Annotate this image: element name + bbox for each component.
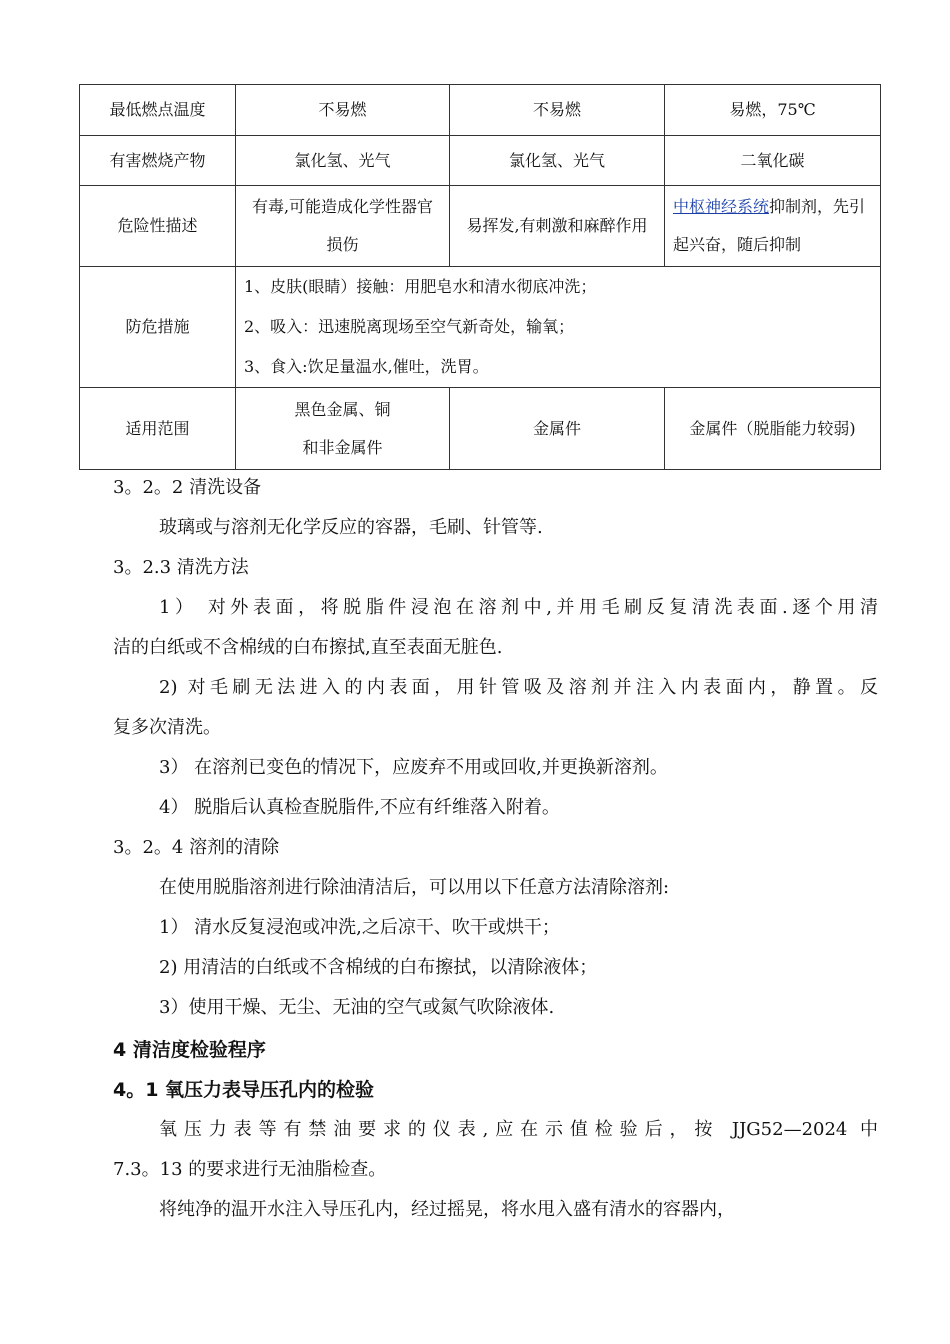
paragraph: 2) 对毛刷无法进入的内表面，用针管吸及溶剂并注入内表面内，静置。反 (159, 677, 878, 698)
table-row (80, 85, 881, 136)
table-row (80, 267, 881, 388)
list-item: 1） 清水反复浸泡或冲洗,之后凉干、吹干或烘干； (159, 917, 560, 938)
section-title: 3。2。2 清洗设备 (113, 477, 262, 498)
section-title: 3。2。4 溶剂的清除 (113, 837, 280, 858)
row-label-ignition: 最低燃点温度 (80, 85, 236, 136)
paragraph: 氧压力表等有禁油要求的仪表,应在示值检验后，按 JJG52—2024 中 (159, 1119, 878, 1140)
table-cell (236, 388, 450, 470)
list-item: 2) 用清洁的白纸或不含棉绒的白布擦拭，以清除液体； (159, 957, 598, 978)
table-cell: 氯化氢、光气 (236, 136, 450, 186)
row-label-scope: 适用范围 (80, 388, 236, 470)
precaution-line: 2、吸入：迅速脱离现场至空气新奇处，输氧； (244, 317, 575, 336)
properties-table (79, 84, 881, 470)
cns-link[interactable]: 中枢神经系统 (673, 197, 770, 216)
paragraph: 3） 在溶剂已变色的情况下，应废弃不用或回收,并更换新溶剂。 (159, 757, 668, 778)
paragraph: 将纯净的温开水注入导压孔内，经过摇晃，将水甩入盛有清水的容器内， (159, 1199, 735, 1220)
table-cell: 不易燃 (450, 85, 665, 136)
table-cell: 有毒,可能造成化学性器官损伤 (236, 186, 450, 267)
list-item: 3）使用干燥、无尘、无油的空气或氮气吹除液体. (159, 997, 555, 1018)
table-cell: 易挥发,有刺激和麻醉作用 (450, 186, 665, 267)
table-cell: 金属件（脱脂能力较弱) (665, 388, 881, 470)
table-cell: 易燃，75℃ (665, 85, 881, 136)
table-row (80, 388, 881, 470)
precaution-line: 1、皮肤(眼睛）接触：用肥皂水和清水彻底冲洗； (244, 277, 597, 296)
paragraph: 1） 对外表面，将脱脂件浸泡在溶剂中,并用毛刷反复清洗表面.逐个用清 (159, 597, 878, 618)
scope-line: 黑色金属、铜 (294, 399, 391, 419)
paragraph: 复多次清洗。 (113, 717, 221, 738)
table-cell: 金属件 (450, 388, 665, 470)
heading-4-1: 4。1 氧压力表导压孔内的检验 (113, 1079, 375, 1101)
precaution-line: 3、食入:饮足量温水,催吐，洗胃。 (244, 357, 489, 376)
scope-line: 和非金属件 (302, 437, 383, 457)
table-row (80, 136, 881, 186)
table-cell (665, 186, 881, 267)
section-title: 3。2.3 清洗方法 (113, 557, 249, 578)
paragraph: 4） 脱脂后认真检查脱脂件,不应有纤维落入附着。 (159, 797, 560, 818)
table-cell: 二氧化碳 (665, 136, 881, 186)
table-row (80, 186, 881, 267)
precautions-cell (236, 267, 881, 388)
table-cell: 不易燃 (236, 85, 450, 136)
heading-4: 4 清洁度检验程序 (113, 1039, 266, 1061)
table-cell: 氯化氢、光气 (450, 136, 665, 186)
paragraph: 玻璃或与溶剂无化学反应的容器，毛刷、针管等. (159, 517, 543, 538)
cns-text: 抑制剂，先引起兴奋，随后抑制 (673, 197, 866, 254)
paragraph: 7.3。13 的要求进行无油脂检查。 (113, 1159, 387, 1180)
paragraph: 洁的白纸或不含棉绒的白布擦拭,直至表面无脏色. (113, 637, 503, 658)
row-label-combustion-products: 有害燃烧产物 (80, 136, 236, 186)
row-label-precautions: 防危措施 (80, 267, 236, 388)
row-label-hazard: 危险性描述 (80, 186, 236, 267)
paragraph: 在使用脱脂溶剂进行除油清洁后，可以用以下任意方法清除溶剂: (159, 877, 670, 898)
